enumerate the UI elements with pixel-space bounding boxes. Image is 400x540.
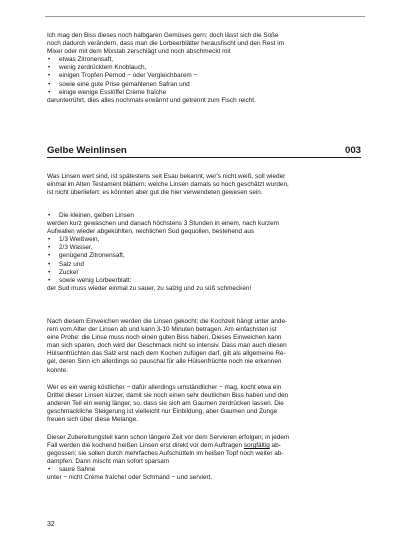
bullet-item: • Salz und (47, 261, 363, 269)
recipe-number: 003 (344, 145, 361, 156)
text-line: gel, deren Sinn ich allerdings so pauschal für alle Hülsenfrüchte noch nie erkennen (47, 358, 282, 366)
text-line: Nach diesem Einweichen werden die Linsen gekocht; die Kochzeit hängt unter ande- (47, 318, 288, 325)
text-line: Dieser Zubereitungsteil kann schon längere Zeit vor dem Servieren erfolgen; in jedem (47, 434, 290, 441)
text-line: Hülsenfrüchten das Salz erst nach dem Kochen zufügen darf, gilt als allgemeine Re- (47, 350, 286, 358)
recipe-heading (47, 145, 361, 158)
bullet-item: • sowie wenig Lorbeerblatt: (47, 277, 363, 285)
text-line: der Sud muss wieder einmal zu sauer, zu salzig und zu süß schmecken! (47, 284, 252, 292)
text-line: werden kurz gewaschen und danach höchstens 3 Stunden in einem, nach kurzem (47, 220, 279, 228)
text-line: eine Probe: die Linse muss noch einen guten Biss haben. Dieses Einweichen kann (47, 334, 282, 342)
text-span: Fall werden die kochend heißen Linsen erst direkt vor dem Auftragen (47, 442, 244, 450)
text-line (47, 442, 363, 450)
text-line: rem vom Alter der Linsen ab und kann 3-10 Minuten betragen. Am einfachsten ist (47, 326, 277, 334)
variation-paragraph (47, 384, 363, 424)
intro-paragraph (47, 173, 363, 197)
bullet-item: • Die kleinen, gelben Linsen (47, 212, 363, 220)
text-line: darunterrührt, dies alles nochmals erwärmt und getrennt zum Fisch reicht. (47, 96, 256, 104)
text-line: konnte. (47, 366, 68, 374)
text-line: man sich sparen, doch wird der Geschmack nicht so intensiv. Dass man auch diesen (47, 342, 287, 350)
text-line: Drittel dieser Linsen kürzer, damit sie noch einen sehr deutlichen Biss haben und den (47, 392, 289, 400)
text-span: ab- (269, 442, 281, 450)
header-rule (45, 16, 365, 17)
bullet-item: • 2/3 Wasser, (47, 244, 363, 252)
text-line: einmal im Alten Testament blättern: welche Linsen damals so hoch geschätzt wurden, (47, 181, 289, 189)
text-line: Mixer oder mit dem Mixstab zerschlägt und noch abschmeckt mit (47, 48, 231, 56)
text-line: Ich mag den Biss dieses noch halbgaren Gemüses gern; doch lässt sich die Soße (47, 32, 279, 39)
text-line: Wer es ein wenig köstlicher − dafür allerdings umständlicher − mag, kocht etwa ein (47, 384, 282, 391)
text-line: geschmackliche Steigerung ist vielleicht nur Einbildung, aber Gaumen und Zunge (47, 408, 278, 416)
bullet-item: • einigen Tropfen Pernod − oder Vergleichbarem − (47, 72, 363, 80)
bullet-item: • genügend Zitronensaft, (47, 252, 363, 260)
text-line: unter − nicht Crème fraîche! oder Schmand − und serviert. (47, 474, 213, 482)
bullet-item: • wenig zerdrücktem Knoblauch, (47, 64, 363, 72)
bullet-item: • etwas Zitronensaft, (47, 56, 363, 64)
text-line: noch dadurch verändern, dass man die Lorbeerblätter herausfischt und den Rest im (47, 40, 284, 48)
bullet-item: • Zucker (47, 269, 363, 277)
lentils-section (47, 212, 363, 293)
top-paragraph (47, 32, 363, 105)
page-number: 32 (47, 521, 55, 528)
serving-paragraph (47, 434, 363, 483)
recipe-title: Gelbe Weinlinsen (47, 145, 127, 156)
bullet-item: • einige wenige Esslöffel Crème fraîche (47, 89, 363, 97)
text-line: Was Linsen wert sind, ist spätestens seit Esau bekannt; wer's nicht weiß, soll wieder (47, 173, 286, 180)
text-line: anderen Teil ein wenig länger, so, dass sie sich am Gaumen zerdrücken lassen. Die (47, 400, 284, 408)
bullet-item: • sowie eine gute Prise gemahlenen Safran und (47, 81, 363, 89)
bullet-item: • 1/3 Weißwein, (47, 236, 363, 244)
text-line: Aufwallen wieder abgekühlten, reichlichen Sud gequollen, bestehend aus (47, 228, 255, 236)
bullet-item: • saure Sahne (47, 466, 363, 474)
text-line: freuen sich über diese Melange. (47, 416, 138, 424)
underlined-word: sorgfältig (243, 442, 270, 450)
text-line: dampfen. Dann mischt man sofort sparsam (47, 458, 170, 466)
cooking-paragraph (47, 318, 363, 375)
text-line: gegossen; sie sollen durch mehrfaches Aufschütteln im heißen Topf noch weiter ab- (47, 450, 284, 458)
text-line: ist nicht überliefert: es könnten aber gut die hier verwendeten gewesen sein. (47, 189, 263, 197)
